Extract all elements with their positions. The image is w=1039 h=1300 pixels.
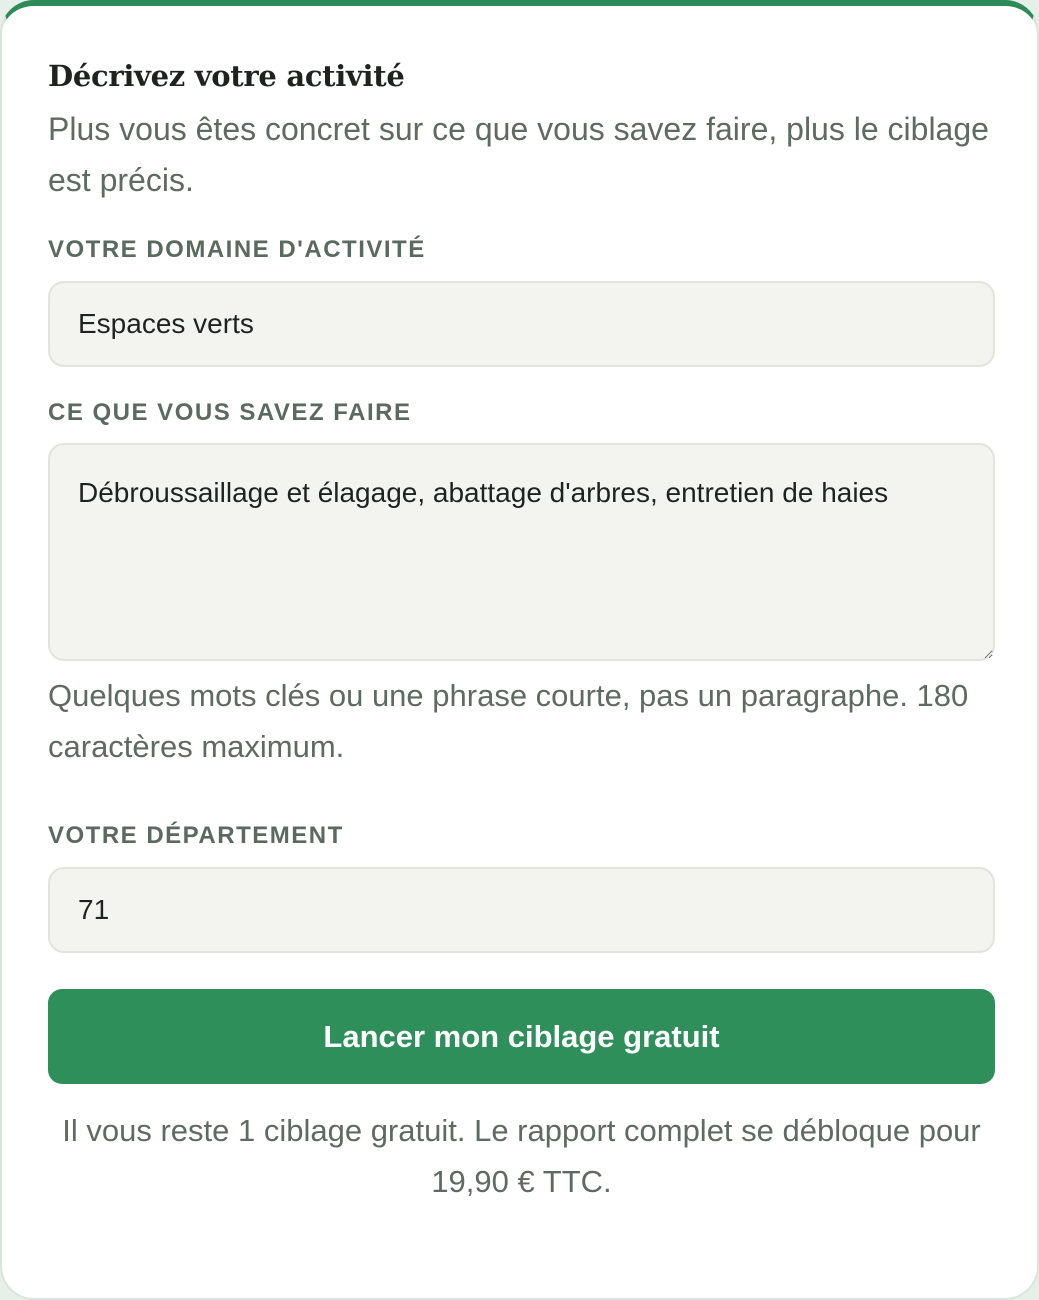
skills-hint: Quelques mots clés ou une phrase courte, pas un paragraphe. 180 caractères maximum. (48, 678, 969, 764)
department-label: VOTRE DÉPARTEMENT (48, 822, 344, 849)
skills-textarea[interactable] (48, 443, 995, 661)
domain-label: VOTRE DOMAINE D'ACTIVITÉ (48, 236, 426, 263)
free-credits-footnote: Il vous reste 1 ciblage gratuit. Le rapport complet se débloque pour 19,90 € TTC. (62, 1113, 981, 1199)
section-subtitle: Plus vous êtes concret sur ce que vous savez faire, plus le ciblage est précis. (48, 111, 989, 198)
skills-label: CE QUE VOUS SAVEZ FAIRE (48, 399, 412, 426)
domain-input[interactable] (48, 281, 995, 367)
section-title: Décrivez votre activité (48, 59, 405, 93)
department-input[interactable] (48, 867, 995, 953)
launch-targeting-button[interactable]: Lancer mon ciblage gratuit (48, 989, 995, 1084)
